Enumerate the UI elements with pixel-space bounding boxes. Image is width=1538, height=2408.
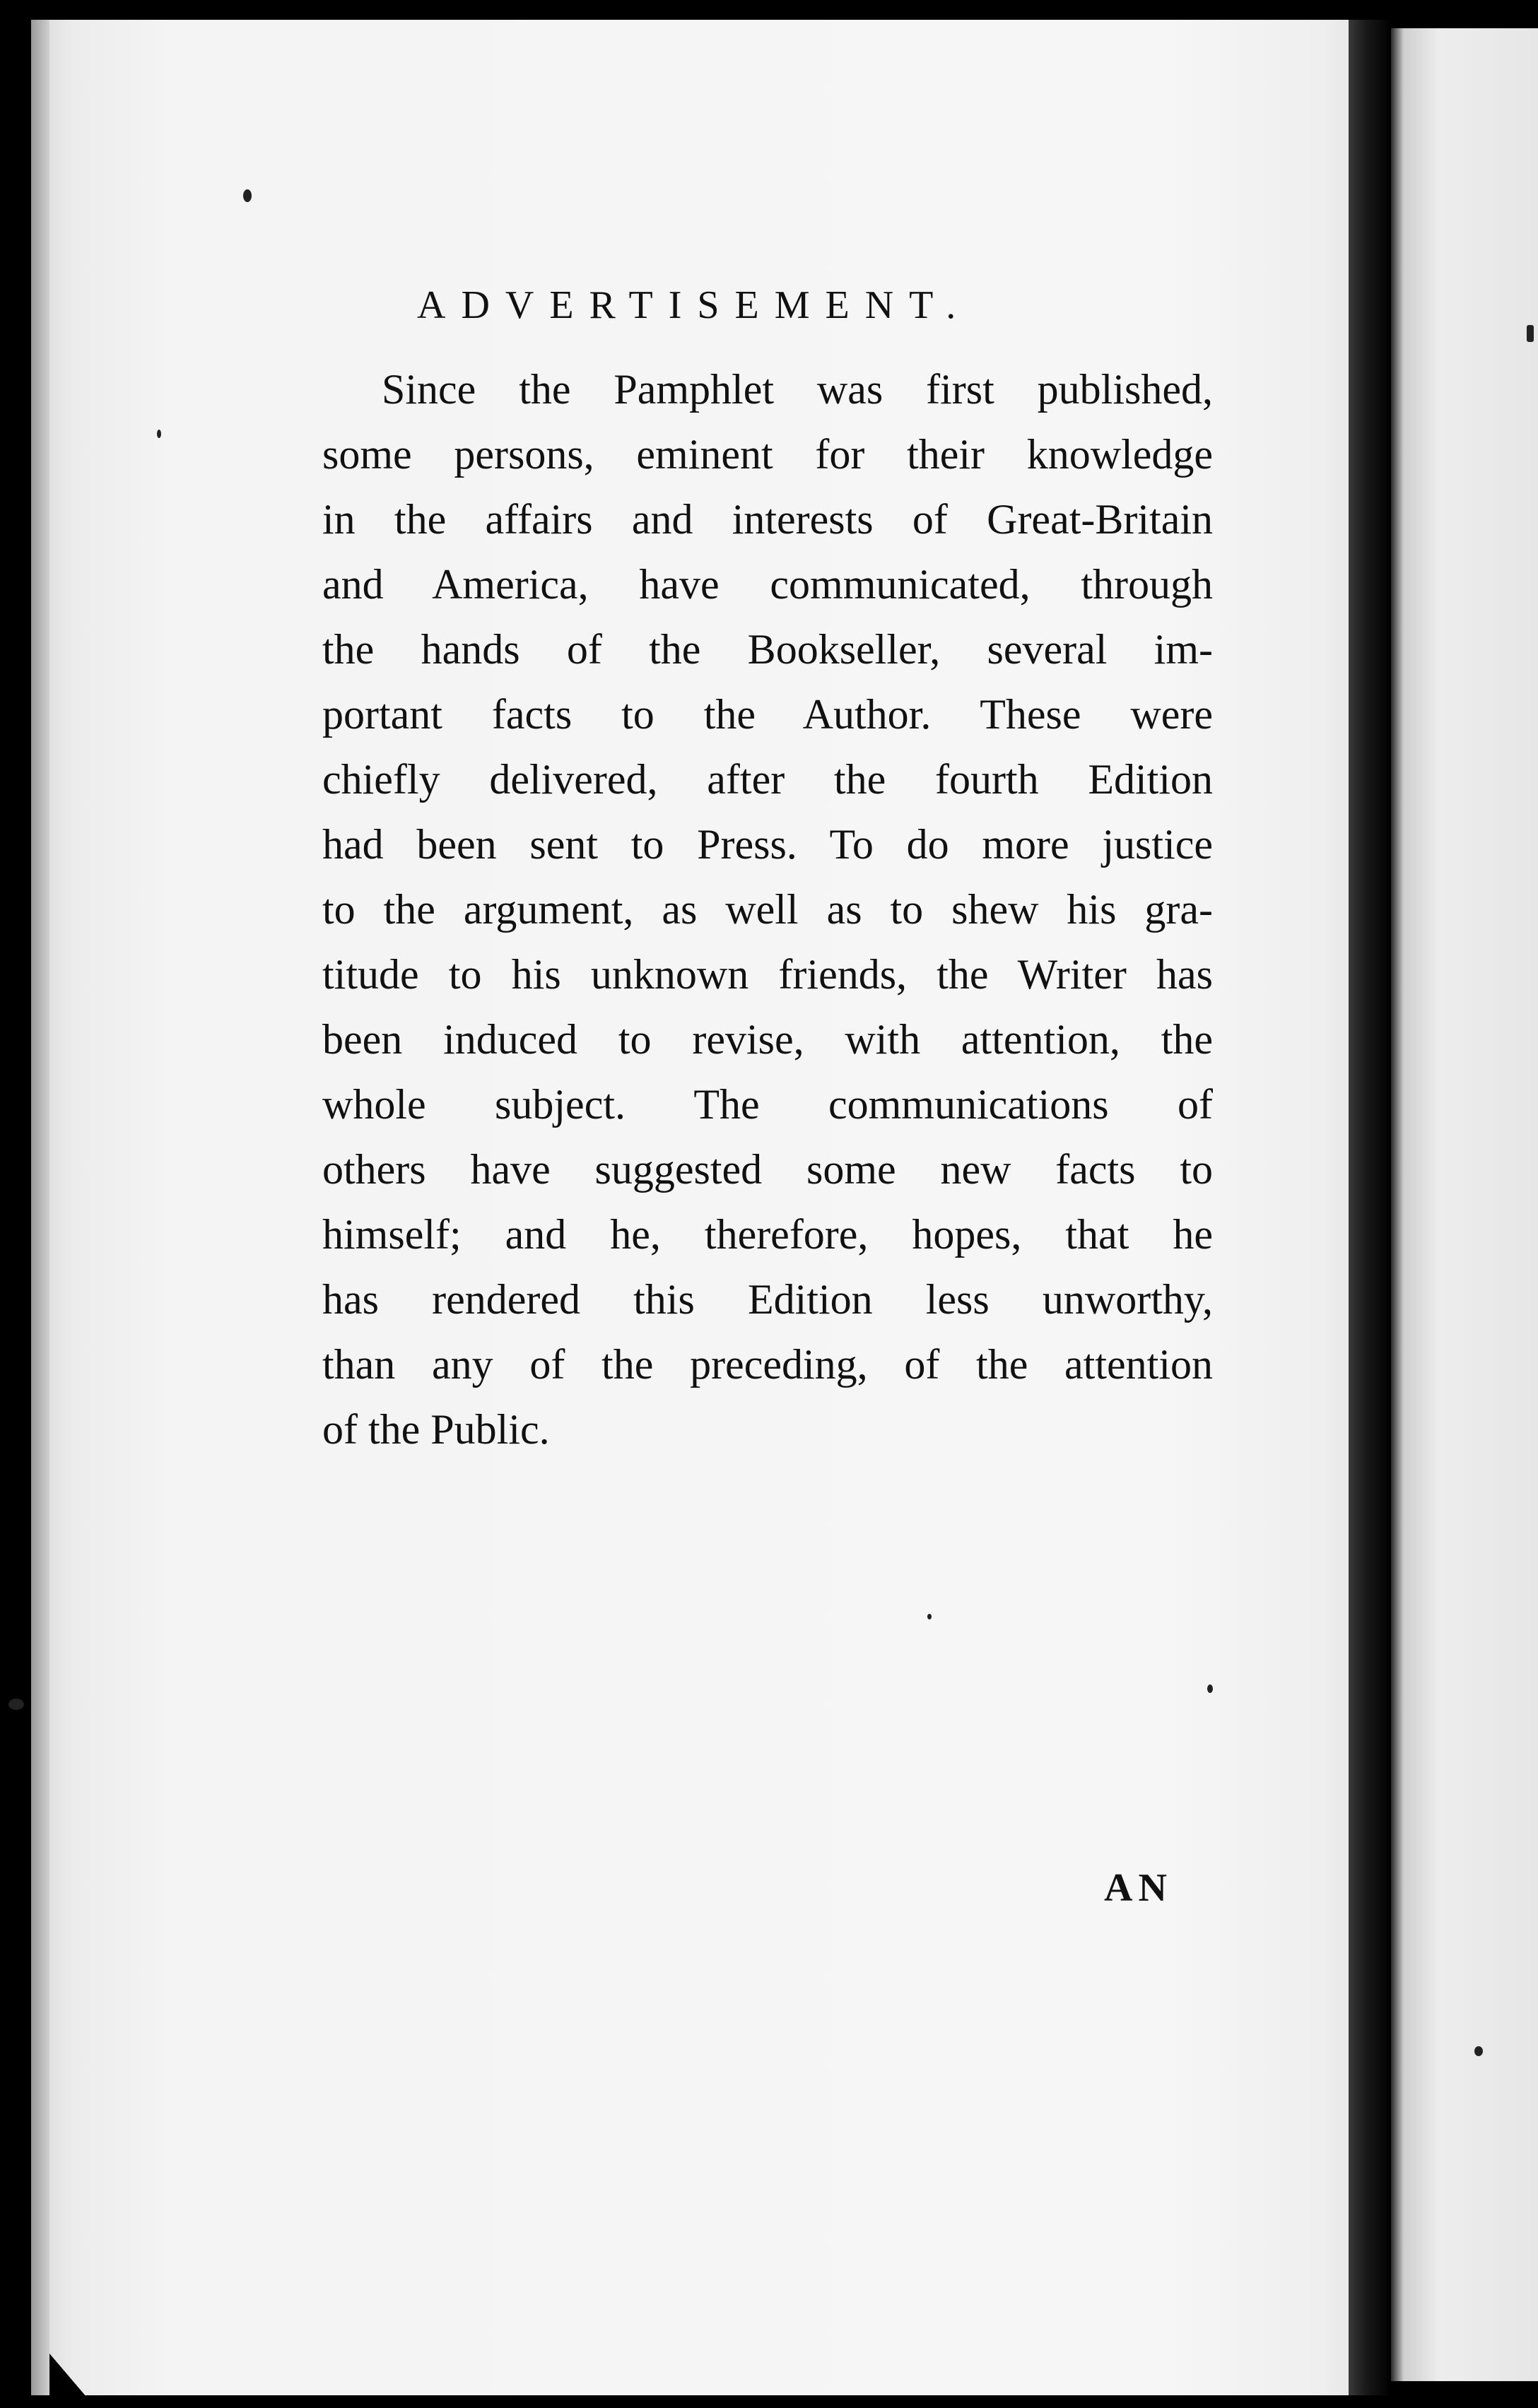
text-line: whole subject. The communications of bbox=[322, 1081, 1213, 1128]
page-left-edge bbox=[31, 20, 49, 2395]
facing-page-ink-mark bbox=[1527, 325, 1534, 342]
ink-speck bbox=[8, 1699, 24, 1710]
text-line: Since the Pamphlet was first published, bbox=[382, 366, 1213, 413]
text-line: some persons, eminent for their knowledge bbox=[322, 431, 1213, 478]
text-line: titude to his unknown friends, the Writer has bbox=[322, 951, 1213, 998]
ink-speck bbox=[1474, 2046, 1483, 2056]
text-line: been induced to revise, with attention, the bbox=[322, 1016, 1213, 1063]
catchword: AN bbox=[1104, 1866, 1173, 1910]
book-gutter bbox=[1349, 20, 1391, 2395]
ink-speck bbox=[243, 189, 252, 202]
text-line: than any of the preceding, of the attention bbox=[322, 1341, 1213, 1388]
facing-page-edge bbox=[1391, 28, 1538, 2381]
text-line: in the affairs and interests of Great-Britain bbox=[322, 496, 1213, 543]
text-line: and America, have communicated, through bbox=[322, 561, 1213, 608]
text-line: portant facts to the Author. These were bbox=[322, 691, 1213, 738]
text-line: others have suggested some new facts to bbox=[322, 1146, 1213, 1193]
text-line: has rendered this Edition less unworthy, bbox=[322, 1276, 1213, 1323]
text-line: had been sent to Press. To do more justice bbox=[322, 821, 1213, 868]
text-line: to the argument, as well as to shew his gra- bbox=[322, 886, 1213, 933]
page-heading: ADVERTISEMENT. bbox=[417, 283, 972, 327]
ink-speck bbox=[157, 430, 161, 438]
ink-speck bbox=[927, 1614, 932, 1619]
text-line: himself; and he, therefore, hopes, that he bbox=[322, 1211, 1213, 1258]
ink-speck bbox=[1207, 1684, 1213, 1693]
text-line: the hands of the Bookseller, several im- bbox=[322, 626, 1213, 673]
advertisement-text bbox=[322, 357, 1213, 1462]
text-line: chiefly delivered, after the fourth Edition bbox=[322, 756, 1213, 803]
text-line: of the Public. bbox=[322, 1406, 550, 1453]
